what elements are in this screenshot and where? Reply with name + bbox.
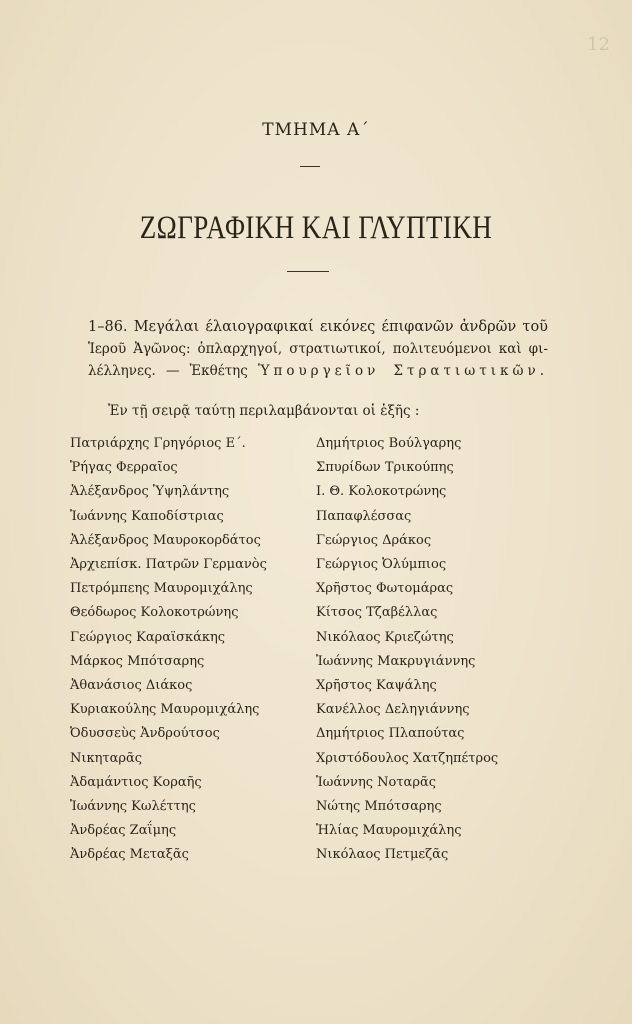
list-item: Ἰωάννης Νοταρᾶς bbox=[316, 774, 437, 790]
list-item: Ἀνδρέας Ζαΐμης bbox=[70, 823, 177, 839]
divider-title bbox=[287, 271, 329, 272]
list-item: Ἀλέξανδρος Μαυροκορδάτος bbox=[70, 532, 261, 548]
list-item: Γεώργιος Καραϊσκάκης bbox=[70, 629, 226, 645]
exhibitor-name: Ὑπουργεῖον Στρατιωτικῶν. bbox=[257, 363, 549, 379]
page-number: 12 bbox=[587, 34, 610, 55]
list-item: Ῥήγας Φερραῖος bbox=[70, 460, 178, 476]
list-item: Ἠλίας Μαυρομιχάλης bbox=[316, 823, 462, 839]
list-item: Ἀνδρέας Μεταξᾶς bbox=[70, 847, 189, 863]
intro-line-3 bbox=[88, 360, 548, 382]
list-item: Κανέλλος Δεληγιάννης bbox=[316, 702, 470, 718]
intro-paragraph bbox=[88, 316, 548, 382]
list-item: Ἀλέξανδρος Ὑψηλάντης bbox=[70, 484, 230, 500]
list-item: Κυριακούλης Μαυρομιχάλης bbox=[70, 702, 260, 718]
list-item: Πετρόμπεης Μαυρομιχάλης bbox=[70, 581, 253, 597]
names-column-left bbox=[70, 432, 267, 868]
list-item: Νώτης Μπότσαρης bbox=[316, 799, 442, 815]
list-intro: Ἐν τῇ σειρᾷ ταύτῃ περιλαμβάνονται οἱ ἑξῆς : bbox=[108, 403, 420, 419]
list-item: Πατριάρχης Γρηγόριος Ε΄. bbox=[70, 436, 246, 451]
list-item: Μάρκος Μπότσαρης bbox=[70, 653, 205, 669]
intro-line-2: Ἱεροῦ Ἀγῶνος: ὁπλαρχηγοί, στρατιωτικοί, πολιτευόμενοι καὶ φι- bbox=[88, 341, 548, 357]
intro-line-3-prefix: λέλληνες. — Ἐκθέτης bbox=[88, 363, 248, 379]
list-item: Σπυρίδων Τρικούπης bbox=[316, 460, 454, 476]
list-item: Νικηταρᾶς bbox=[70, 750, 143, 766]
list-item: Χριστόδουλος Χατζηπέτρος bbox=[316, 750, 499, 766]
list-item: Δημήτριος Βούλγαρης bbox=[316, 436, 462, 451]
section-label: ΤΜΗΜΑ Α΄ bbox=[262, 120, 370, 140]
list-item: Νικόλαος Πετμεζᾶς bbox=[316, 847, 449, 863]
page-title: ΖΩΓΡΑΦΙΚΗ ΚΑΙ ΓΛΥΠΤΙΚΗ bbox=[139, 210, 493, 246]
list-item: Ἰωάννης Καποδίστριας bbox=[70, 508, 224, 524]
list-item: Ἰωάννης Κωλέττης bbox=[70, 799, 196, 815]
names-column-right bbox=[316, 432, 498, 868]
list-item: Ἀδαμάντιος Κοραῆς bbox=[70, 774, 202, 790]
list-item: Δημήτριος Πλαπούτας bbox=[316, 726, 465, 742]
list-item: Θεόδωρος Κολοκοτρώνης bbox=[70, 605, 239, 621]
divider-short bbox=[300, 166, 320, 167]
list-item: Χρῆστος Καψάλης bbox=[316, 678, 437, 694]
list-item: Παπαφλέσσας bbox=[316, 508, 412, 524]
list-item: Χρῆστος Φωτομάρας bbox=[316, 581, 454, 597]
list-item: Ι. Θ. Κολοκοτρώνης bbox=[316, 484, 447, 500]
list-item: Νικόλαος Κριεζώτης bbox=[316, 629, 454, 645]
list-item: Ὀδυσσεὺς Ἀνδρούτσος bbox=[70, 726, 220, 742]
intro-line-1: 1–86. Μεγάλαι έλαιογραφικαί εικόνες έπιφανῶν ἀνδρῶν τοῦ bbox=[88, 319, 548, 335]
list-item: Γεώργιος Ὀλύμπιος bbox=[316, 557, 447, 573]
list-item: Ἰωάννης Μακρυγιάννης bbox=[316, 653, 476, 669]
list-item: Κίτσος Τζαβέλλας bbox=[316, 605, 438, 621]
list-item: Γεώργιος Δράκος bbox=[316, 532, 432, 548]
list-item: Ἀρχιεπίσκ. Πατρῶν Γερμανὸς bbox=[70, 557, 267, 573]
list-item: Ἀθανάσιος Διάκος bbox=[70, 678, 193, 694]
